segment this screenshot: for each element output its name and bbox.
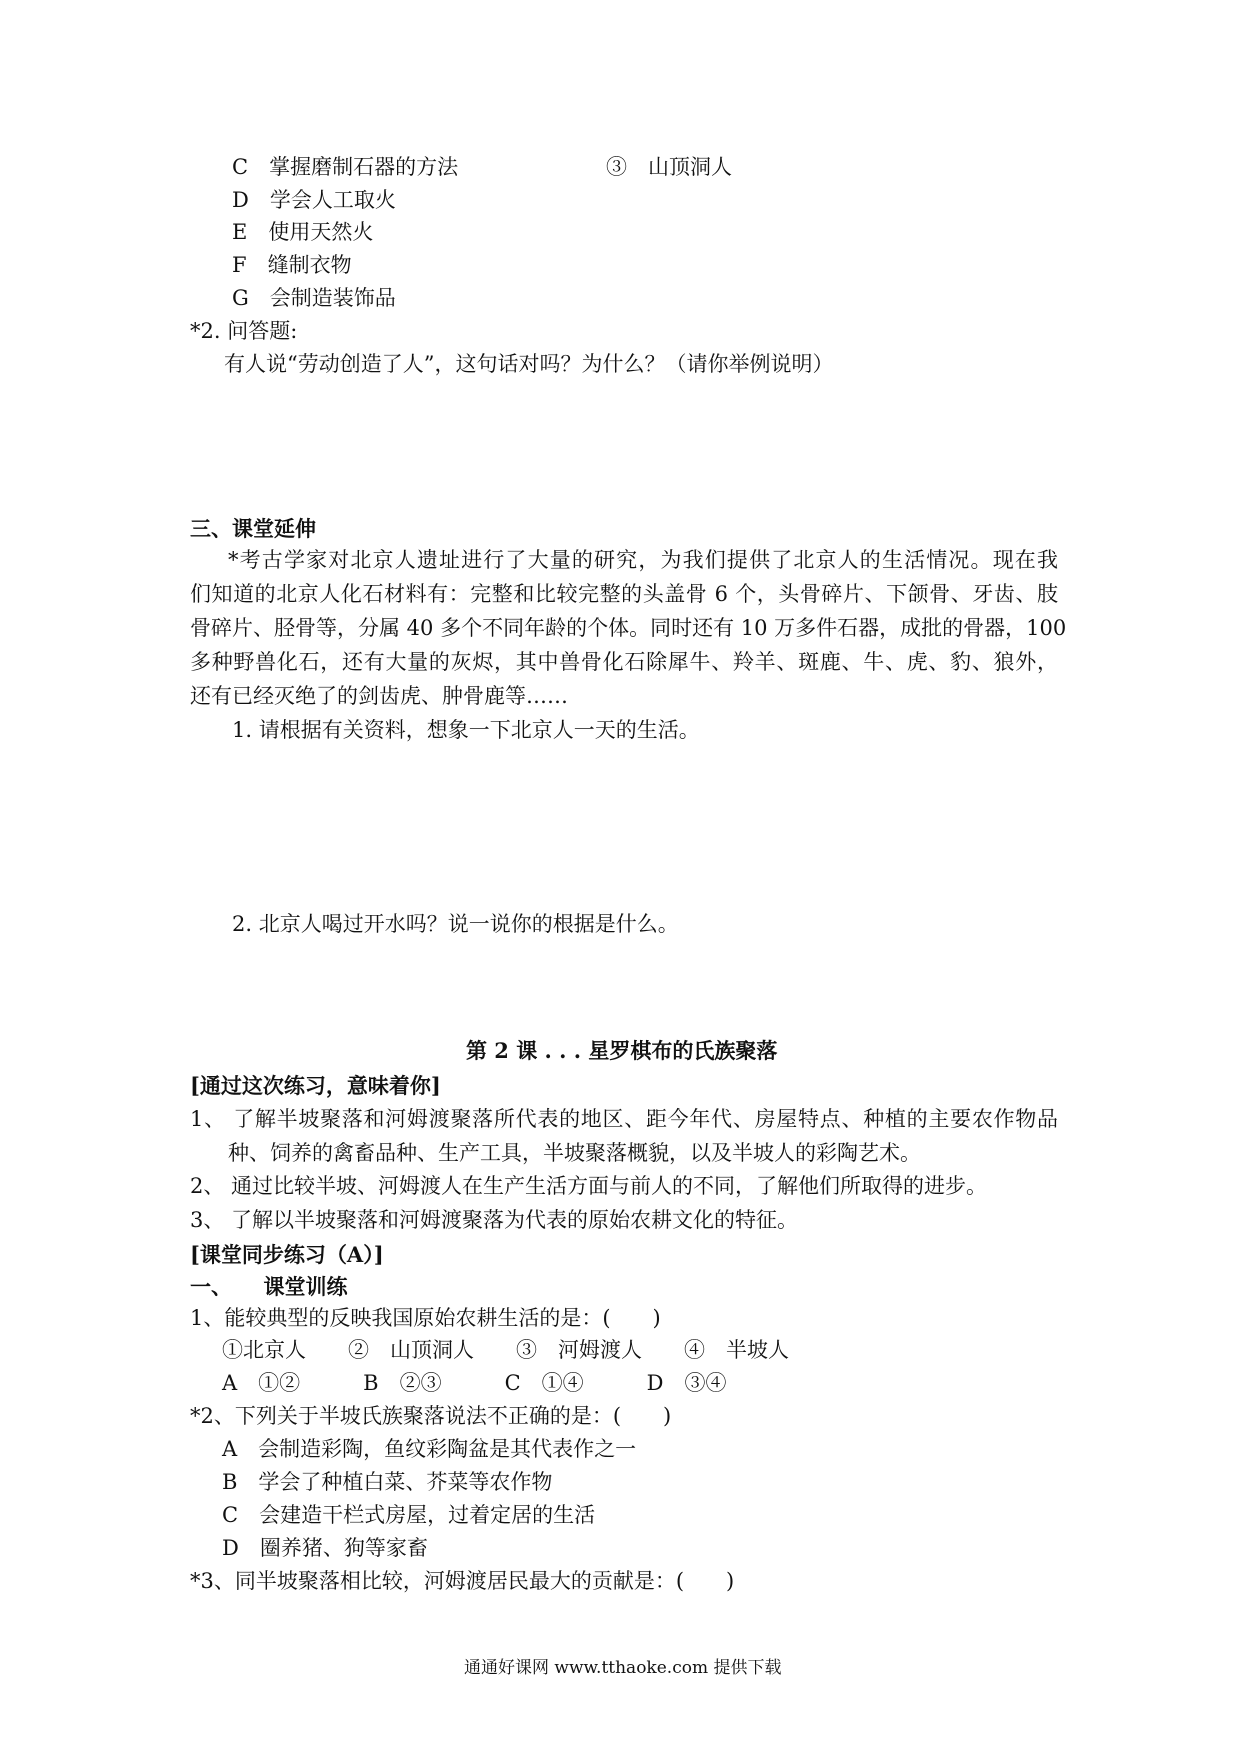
paragraph-line: 还有已经灭绝了的剑齿虎、肿骨鹿等……: [190, 684, 568, 708]
objectives-header: [通过这次练习，意味着你]: [190, 1073, 441, 1098]
question-1-items: ①北京人 ② 山顶洞人 ③ 河姆渡人 ④ 半坡人: [222, 1338, 789, 1362]
paragraph-line: 们知道的北京人化石材料有：完整和比较完整的头盖骨 6 个，头骨碎片、下颌骨、牙齿、肢: [190, 582, 1058, 606]
option-g: G 会制造装饰品: [232, 286, 396, 310]
question-2-option-a: A 会制造彩陶，鱼纹彩陶盆是其代表作之一: [222, 1437, 637, 1461]
option-c: C 掌握磨制石器的方法: [232, 155, 459, 179]
question-2-text: 有人说“劳动创造了人”，这句话对吗？为什么？（请你举例说明）: [224, 352, 834, 376]
option-f: F 缝制衣物: [232, 253, 352, 277]
option-d: D 学会人工取火: [232, 188, 396, 212]
question-2-label: *2. 问答题:: [190, 319, 298, 343]
question-2-option-b: B 学会了种植白菜、芥菜等农作物: [222, 1470, 553, 1494]
extension-question-1: 1. 请根据有关资料，想象一下北京人一天的生活。: [232, 718, 700, 742]
question-2-option-d: D 圈养猪、狗等家畜: [222, 1536, 428, 1560]
classroom-training-header: 一、 课堂训练: [190, 1274, 348, 1299]
practice-header: [课堂同步练习（A）]: [190, 1242, 384, 1267]
paragraph-line: 多种野兽化石，还有大量的灰烬，其中兽骨化石除犀牛、羚羊、斑鹿、牛、虎、豹、狼外，: [190, 650, 1058, 674]
objective-line: 2、 通过比较半坡、河姆渡人在生产生活方面与前人的不同，了解他们所取得的进步。: [190, 1174, 988, 1198]
question-1: 1、能较典型的反映我国原始农耕生活的是：( ): [190, 1306, 661, 1330]
question-2-option-c: C 会建造干栏式房屋，过着定居的生活: [222, 1503, 596, 1527]
section-3-heading: 三、课堂延伸: [190, 516, 316, 541]
option-e: E 使用天然火: [232, 220, 374, 244]
question-2: *2、下列关于半坡氏族聚落说法不正确的是：( ): [190, 1404, 672, 1428]
question-1-choices: A ①② B ②③ C ①④ D ③④: [222, 1371, 727, 1395]
match-item-3: ③ 山顶洞人: [606, 155, 732, 179]
objective-line: 1、 了解半坡聚落和河姆渡聚落所代表的地区、距今年代、房屋特点、种植的主要农作物品: [190, 1107, 1058, 1131]
paragraph-line: 骨碎片、胫骨等，分属 40 多个不同年龄的个体。同时还有 10 万多件石器，成批的骨器，100: [190, 616, 1067, 640]
paragraph-line: *考古学家对北京人遗址进行了大量的研究，为我们提供了北京人的生活情况。现在我: [228, 548, 1058, 572]
lesson-title: 第 2 课 . . . 星罗棋布的氏族聚落: [466, 1038, 778, 1063]
footer-text: 通通好课网 www.tthaoke.com 提供下载: [464, 1658, 782, 1678]
extension-question-2: 2. 北京人喝过开水吗？说一说你的根据是什么。: [232, 912, 679, 936]
objective-line: 种、饲养的禽畜品种、生产工具，半坡聚落概貌，以及半坡人的彩陶艺术。: [228, 1141, 921, 1165]
objective-line: 3、 了解以半坡聚落和河姆渡聚落为代表的原始农耕文化的特征。: [190, 1208, 799, 1232]
question-3: *3、同半坡聚落相比较，河姆渡居民最大的贡献是：( ): [190, 1569, 735, 1593]
